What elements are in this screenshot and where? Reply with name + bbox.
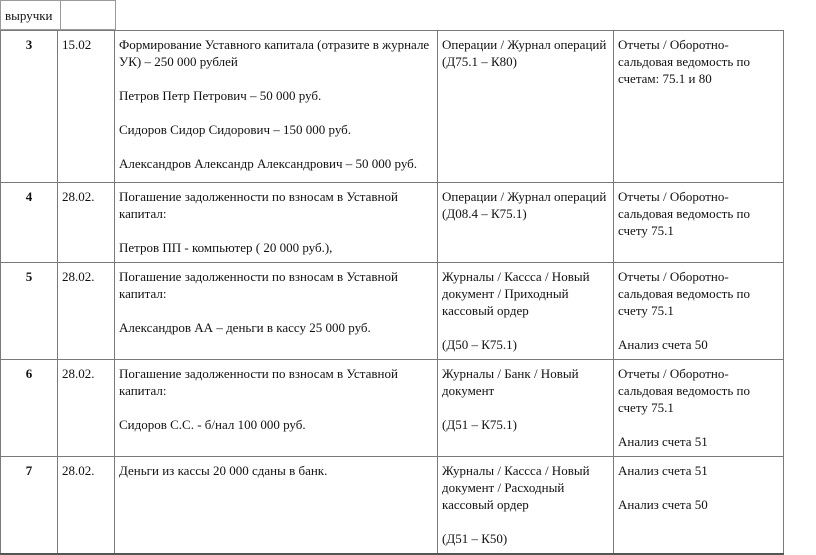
description-line: Деньги из кассы 20 000 сданы в банк. (119, 463, 328, 478)
row-description (115, 263, 438, 360)
table-row (1, 263, 784, 360)
fragment-cell-empty (61, 1, 116, 30)
row-operations (438, 263, 614, 360)
operations-entry: (Д51 – К75.1) (442, 417, 517, 432)
reports-line: Анализ счета 51 (618, 434, 708, 449)
description-line: Формирование Уставного капитала (отразите в журнале УК) – 250 000 рублей (119, 37, 430, 69)
description-line: Сидоров Сидор Сидорович – 150 000 руб. (119, 122, 352, 137)
reports-line: Анализ счета 51 (618, 463, 708, 478)
row-description (115, 183, 438, 263)
header-fragment-table (0, 0, 784, 30)
row-number: 5 (1, 263, 58, 360)
row-date: 28.02. (58, 360, 115, 457)
row-description (115, 457, 438, 555)
description-line: Александров Александр Александрович – 50 000 руб. (119, 156, 418, 171)
description-line: Петров Петр Петрович – 50 000 руб. (119, 88, 322, 103)
description-line: Сидоров С.С. - б/нал 100 000 руб. (119, 417, 306, 432)
description-line: Погашение задолженности по взносам в Уставной капитал: (119, 189, 398, 221)
reports-line: Отчеты / Оборотно-сальдовая ведомость по счету 75.1 (618, 366, 750, 415)
fragment-cell-label: выручки (1, 1, 61, 30)
row-date: 28.02. (58, 263, 115, 360)
row-description (115, 360, 438, 457)
operations-entry: (Д50 – К75.1) (442, 337, 517, 352)
row-reports (614, 183, 784, 263)
row-date: 28.02. (58, 183, 115, 263)
row-operations (438, 31, 614, 183)
row-reports (614, 360, 784, 457)
row-number: 3 (1, 31, 58, 183)
row-description (115, 31, 438, 183)
row-operations (438, 183, 614, 263)
header-fragment-row (1, 1, 785, 30)
row-number: 7 (1, 457, 58, 555)
operations-entry: (Д75.1 – К80) (442, 54, 517, 69)
row-reports (614, 457, 784, 555)
reports-line: Отчеты / Оборотно-сальдовая ведомость по счету 75.1 (618, 189, 750, 238)
operations-path: Журналы / Банк / Новый документ (442, 366, 579, 398)
row-number: 6 (1, 360, 58, 457)
row-number: 4 (1, 183, 58, 263)
table-row (1, 183, 784, 263)
row-operations (438, 360, 614, 457)
description-line: Погашение задолженности по взносам в Уставной капитал: (119, 269, 398, 301)
row-operations (438, 457, 614, 555)
operations-entry: (Д08.4 – К75.1) (442, 206, 527, 221)
reports-line: Отчеты / Оборотно-сальдовая ведомость по счетам: 75.1 и 80 (618, 37, 750, 86)
table-row (1, 360, 784, 457)
operations-path: Журналы / Кассса / Новый документ / Приходный кассовый ордер (442, 269, 590, 318)
reports-line: Анализ счета 50 (618, 337, 708, 352)
description-line: Погашение задолженности по взносам в Уставной капитал: (119, 366, 398, 398)
row-reports (614, 31, 784, 183)
description-line: Петров ПП - компьютер ( 20 000 руб.), (119, 240, 333, 255)
operations-path: Операции / Журнал операций (442, 189, 607, 204)
table-row (1, 31, 784, 183)
description-line: Александров АА – деньги в кассу 25 000 руб. (119, 320, 371, 335)
row-reports (614, 263, 784, 360)
reports-line: Отчеты / Оборотно-сальдовая ведомость по счету 75.1 (618, 269, 750, 318)
row-date: 28.02. (58, 457, 115, 555)
operations-table (0, 30, 784, 555)
operations-path: Операции / Журнал операций (442, 37, 607, 52)
fragment-spacer (116, 1, 785, 30)
operations-entry: (Д51 – К50) (442, 531, 508, 546)
reports-line: Анализ счета 50 (618, 497, 708, 512)
operations-path: Журналы / Кассса / Новый документ / Расходный кассовый ордер (442, 463, 590, 512)
table-row (1, 457, 784, 555)
row-date: 15.02 (58, 31, 115, 183)
